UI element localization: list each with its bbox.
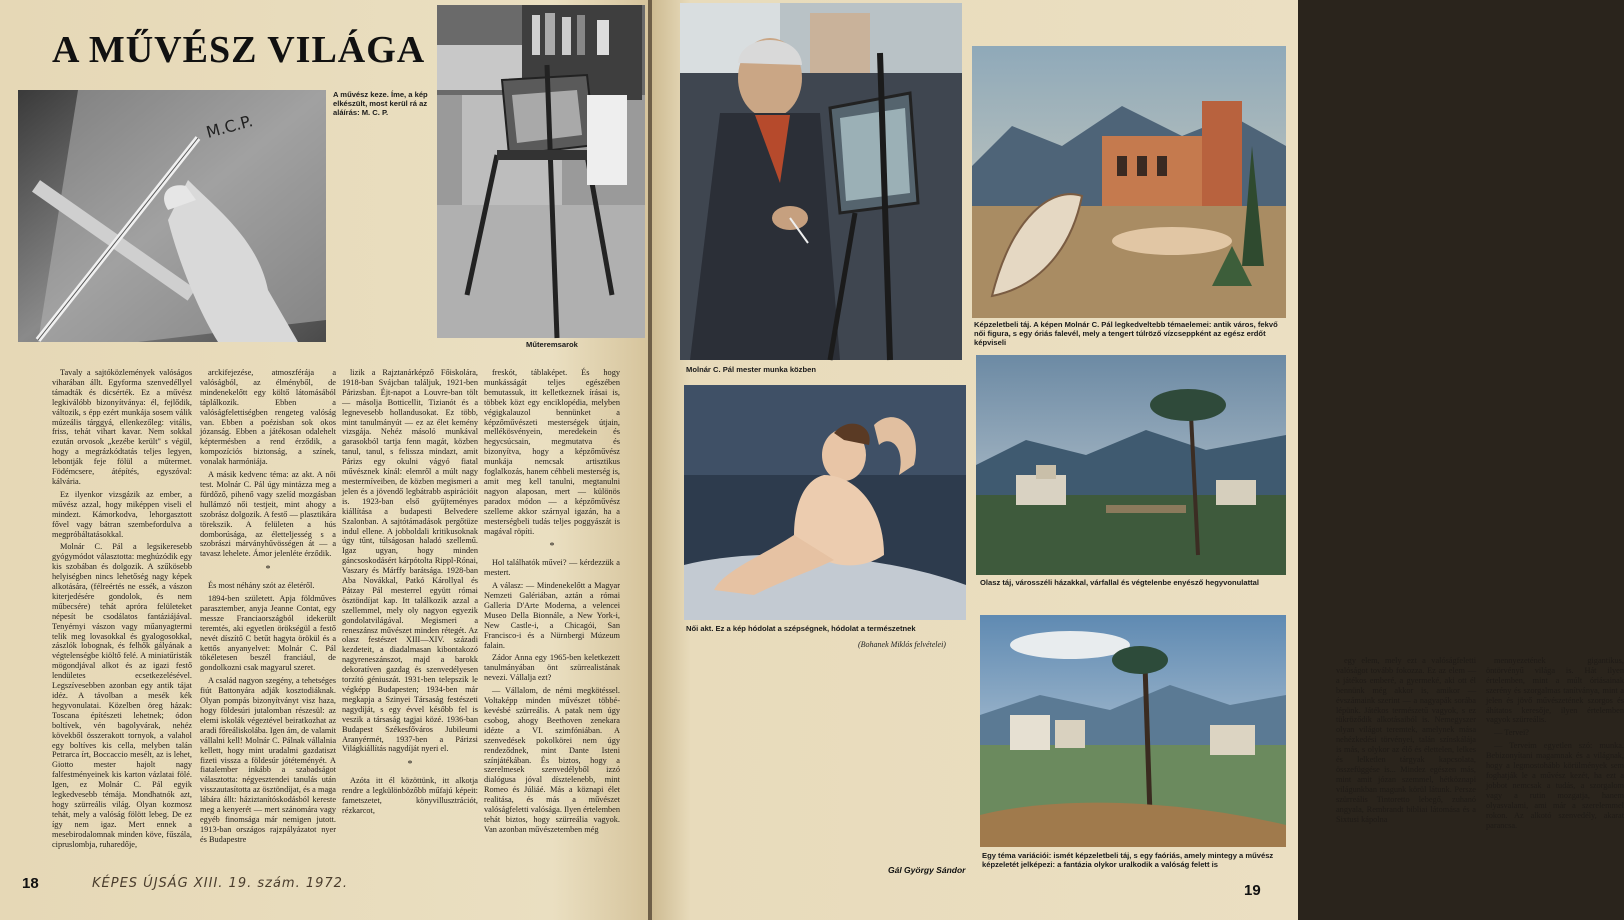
caption-nude: Női akt. Ez a kép hódolat a szépségnek, hódolat a természetnek <box>686 624 916 633</box>
right-column-1 <box>1336 656 1476 886</box>
paragraph: egy elem, mely ezt a valóságfeletti valóságot tovább fokozza. Ez az elem — a játékos emberé, a gyermeké, aki ott él bennünk még akkor is, amikor — évszámaink szerint — a nagyapák sorába lépünk. Játékos természetű vagyok, s ez tükröződik alkotásaiból is. Nemegyszer olyan világot teremtek, amelynek mása nehézkedési törvényei, talán színskálája is más, s olykor az élő és élettelen, lelkes és lelketlen tárgyak kapcsolata, összefüggése is... Mindez egészen más, mint amit józan szemmel, hétköznapi világunkban magunk körül látunk. Persze szürreális Tintoretto lebegő, zuhanó angyala, Rembrandt bibliai látomása és a Sixtusi kápolna <box>1336 656 1476 824</box>
left-page <box>0 0 650 920</box>
section-separator: * <box>265 564 271 576</box>
caption-landscape-1: Olasz táj, városszéli házakkal, várfallal és végtelenbe enyésző hegyvonulattal <box>980 578 1259 587</box>
paragraph: Hol találhatók művei? — kérdezzük a mestert. <box>484 558 620 578</box>
paragraph: Azóta itt él közöttünk, itt alkotja rendre a legkülönbözőbb műfajú képeit: fametszetet, könyvillusztrációt, rézkarcot, <box>342 776 478 815</box>
paragraph: lizik a Rajztanárképző Főiskolára, 1918-ban Svájcban találjuk, 1921-ben Párizsban. Éjt-napot a Louvre-ban tölt — másolja Botticellit, Tizianót és a legnevesebb hollandusokat. Ez több, mint tanulmányút — ez az élet kemény vizsgája. Nehéz másoló munkával garasokból tartja fenn magát, közben tanul, tanul, s felissza mindazt, amit Párizs egy okulni vágyó fiatal művésznek kínál: elemről a múlt nagy mestermíveiben, de közben megismeri a jelen és a jövendő legbátrabb aspirációit is. 1923-ban első gyűjteményes kiállítása a budapesti Belvedere Szalonban. A sajtótámadások pergőtüze indul ellene. A jobboldali kritikusoknak úgy tűnt, túlságosan haladó szellemű. Igaz ugyan, hogy minden gáncsoskodásért kárpótolta Rippl-Rónai, Vaszary és Márffy barátsága. 1928-ban Aba Novákkal, Patkó Károllyal és Pátzay Pál mesterrel együtt római ösztöndíjat kap. Itt találkozik azzal a szellemmel, mely oly nagyon egyezik gondolatvilágával. Megismeri a reneszánsz művészet minden rétegét. Az olasz festészet XIII—XIV. századi kezdeteit, a diadalmasan kibontakozó nagyreneszánszot, majd a barokk dekoratíven gazdag és szenvedélyesen torzító géniuszát. 1931-ben telepszik le végképp Budapesten; 1934-ben már megkapja a Szinyei Társaság festészeti nagydíját, s egy évvel később fel is veszik a társaság tagjai közé. 1936-ban Budapest Székesfőváros Jubileumi Aranyérmét, 1937-ben a Párizsi Világkiállítás nagydíját nyeri el. <box>342 368 478 754</box>
paragraph: — Tervei? <box>1494 728 1529 738</box>
paragraph: A másik kedvenc téma: az akt. A női test. Molnár C. Pál úgy mintázza meg a fürdőző, pihenő vagy szelíd mozgásban hullámzó női testjeit, mint ahogy a szobrász dolgozik. A festő — plasztikára törekszik. A felületen a hús domborúsága, az életteljesség s a szobrászi márványhűvösségen át — a tavasz lehelete. Ámor jelenléte érződik. <box>200 470 336 559</box>
handwritten-note: KÉPES ÚJSÁG XIII. 19. szám. 1972. <box>92 876 349 891</box>
paragraph: freskót, táblaképet. És hogy munkásságát teljes egészében bemutassuk, itt kelletkeznek írásai is, többek közt egy enciklopédia, melyben végigkalauzol bennünket a képzőművészeti mesterségek útjain, mellékösvényein, meredekein és hegycsúcsain, megmutatva és bizonyítva, hogy a képzőművész munkája nemcsak artisztikus foglalkozás, hanem céhbeli mesterség is, amit meg kell tanulni, megtanulni nagyon alaposan, mert — különös paradox módon — a képzőművész szelleme akkor szárnyal igazán, ha a mesterségbeli tudás teljes poggyászát is magával röpíti. <box>484 368 620 536</box>
painting-landscape-variation <box>980 615 1286 847</box>
painting-fantasy-landscape <box>972 46 1286 318</box>
section-separator: * <box>407 759 413 771</box>
right-page <box>652 0 1624 920</box>
paragraph: arckifejezése, atmoszférája a valóságból, az élményből, de mindenekelőtt egy költő látomásából táplálkozik. Ebben a valóságfelettiségben rengeteg valóság van. Ebben a poézisban sok okos józanság. Ebben a játékosan odalehelt képtermésben a rend érződik, a kompozíciós biztonság, a színek, vonalak harmóniája. <box>200 368 336 467</box>
caption-landscape-2: Egy téma variációi: ismét képzeletbeli táj, s egy faóriás, amely mintegy a művész képzeletét jelképezi: a fantázia olykor uralkodik a valóság felett is <box>982 851 1274 869</box>
article-title: A MŰVÉSZ VILÁGA <box>52 29 426 71</box>
caption-fantasy: Képzeletbeli táj. A képen Molnár C. Pál legkedveltebb témaelemei: antik város, fekvő női figura, s egy óriás falevél, mely a tengert túlröző vízcseppként az egész erdőt képviseli <box>974 320 1278 347</box>
painting-italian-landscape <box>976 355 1286 575</box>
page-number-left: 18 <box>22 875 39 892</box>
photo-master-at-work <box>680 3 962 360</box>
hand-inscription: M.C.P. <box>204 111 255 142</box>
paragraph: Tavaly a sajtóközlemények valóságos viharában állt. Egyforma szenvedéllyel támadták és dicsérték. Ez a művész legkiválóbb bizonyítványa: él, fejlődik, változik, s épp ezért munkája sosem válik múzeális tárggyá, ellenkezőleg: vitális, friss, tehát vihart kavar. Nem sokkal ezután orvosok „kezébe került" s végül, hogy a megrázkódtatás teljes legyen, lebontják feje fölül a műtermet. Födémcsere, átépítés, egyszóval: kálvária. <box>52 368 192 486</box>
article-column-2 <box>200 368 336 876</box>
right-column-2 <box>1486 656 1624 886</box>
photo-artist-hand <box>18 90 326 342</box>
caption-master: Molnár C. Pál mester munka közben <box>686 365 816 374</box>
paragraph: mennyezetének gigantikus, öntörvényű világa is. Hát ilyen értelemben, mint a múlt óriásainak szerény és szorgalmas tanítványa, mint a jelen és jövő művészetének szorgos és áhítatos keresője, ilyen értelemben vagyok szürreális. <box>1486 656 1624 725</box>
article-column-3 <box>342 368 478 876</box>
article-column-4 <box>484 368 620 876</box>
paragraph: — Vállalom, de némi megkötéssel. Voltaképp minden művészet többé-kevésbé szürreális. A patak nem úgy csobog, ahogy Beethoven zenekara idézte a VI. szimfóniában. A szenvedések pokolkörei nem úgy rendeződnek, mint Dante Isteni színjátékában. És biztos, hogy a szerelmesek szenvedélyből izzó dialógusa jóval dísztelenebb, mint Romeo és Júliáé. Más a köznapi élet realitása, és más a művészet valóságfeletti valósága. Ilyen értelemben tehát biztos, hogy szürreália vagyok. Van azonban művészetemben még <box>484 686 620 834</box>
caption-studio: Műteremsarok <box>526 340 578 349</box>
article-column-1 <box>52 368 192 876</box>
page-number-right: 19 <box>1244 882 1261 899</box>
paragraph: Molnár C. Pál a legsikeresebb gyógymódot választotta: meghúzódik egy kis szobában és dolgozik. A szűkösebb helyiségben nincs lehetőség nagy képek alkotására, (félreértés ne essék, a vászon kiterjedésére gondolok, és nem műbecsére) tehát apróra felületeket népesít be csodálatos fantáziájával. Tenyérnyi vászon vagy műanyagtermi telik meg lovasokkal és gyalogosokkal, zászlók lobognak, és felhők gályának a végtelenségbe kiöltő felé. A miniatűristák mögondjával alkot és az igazi festő lendületes ecsetkezelésével. Legszívesebben azonban egy antik tájat idéz. A távolban a mesék kék hegyvonulatai. Közelben öreg házak: Toscana építészeti lehetnek; ódon boltívek, vén bagolyvárak, nehéz kövekből összerakott tornyok, a valahol egy boltíves kis cella, melyben talán Petrarca írt, Boccaccio mesélt, az is lehet, Giotto mester hajolt nagy falfestményeinek kis karton vázlatai fölé. Igen, ez Molnár C. Pál egyik legkedvesebb témája. Mondhatnók azt, hogy szürreális világ. Olyan kozmosz tehát, mely a valóság fölött lebeg. De ez így nem igaz. Mert ennek a mesebirodalomnak minden köve, fűszála, cipruslombja, ruharedője, <box>52 542 192 849</box>
paragraph: A család nagyon szegény, a tehetséges fiút Battonyára adják kosztodiáknak. Olyan pompás bizonyítványt visz haza, hogy földesúri jutalomban részesül: az elemi iskolák végeztével beiratkozhat az aradi főreáliskolába. Igen ám, de valamit vállalni kell! Molnár C. Pálnak vállalnia kellett, hogy mint uradalmi gazdatiszt fizeti vissza a földesúr jótéteményét. A fiatalember inkább a szabadságot választotta: négyesztendei tanulás után visszautasította az ösztöndíjat, és a maga lábára állt: háziztanítóskodásból kereste meg a kenyerét — mert szánomára vagy egyéb finomsága már nemigen jutott. 1913-ban országos rajzpályázatot nyer és Budapestre <box>200 676 336 844</box>
section-separator: * <box>549 541 555 553</box>
paragraph: Zádor Anna egy 1965-ben keletkezett tanulmányában önt szürrealistának nevezi. Vállalja ezt? <box>484 653 620 683</box>
paragraph: Ez ilyenkor vizsgázik az ember, a művész azzal, hogy miképpen viseli el mindezt. Kámorkodva, lehorgasztott fővel vagy bátran szembefordulva a megpróbáltatásokkal. <box>52 489 192 539</box>
photo-studio-corner <box>437 5 645 338</box>
paragraph: És most néhány szót az életéről. <box>208 581 315 591</box>
caption-hand: A művész keze. Íme, a kép elkészült, most kerül rá az aláírás: M. C. P. <box>333 90 428 117</box>
photo-credit: (Bohanek Miklós felvételei) <box>858 640 946 649</box>
paragraph: — Terveim egyetlen szó: munka. Bebizonyítani magamnak és a világnak, hogy a legmostohább körülmények sem foghatják le a művész kezét, ha ezt a jobbot nemcsak a tudás, a szorgalom vagy a rutin mozgatja, hanem olyasvalami, ami már a szerelemmel rokon. Az alkotó szenvedély, akarat parancsa. <box>1486 741 1624 830</box>
paragraph: 1894-ben született. Apja földműves parasztember, anyja Jeanne Contat, egy messze Franciaországból idekerült teremtés, aki egyetlen örökségül a festő nevét díszítő C betűt hagyta örökül és a kettős anyanyelvet: Molnár C. Pál tökéletesen beszél franciául, de gondolkozni csak magyarul szeret. <box>200 594 336 673</box>
painting-female-nude <box>684 385 966 620</box>
paragraph: A válasz: — Mindenekelőtt a Magyar Nemzeti Galériában, aztán a római Galleria D'Arte Moderna, a velencei Museo Della Bionnále, a New York-i, New Castle-i, a Chicagói, San Francisco-i és a Nürnbergi Múzeum falain. <box>484 581 620 650</box>
author-signature: Gál György Sándor <box>888 865 966 875</box>
